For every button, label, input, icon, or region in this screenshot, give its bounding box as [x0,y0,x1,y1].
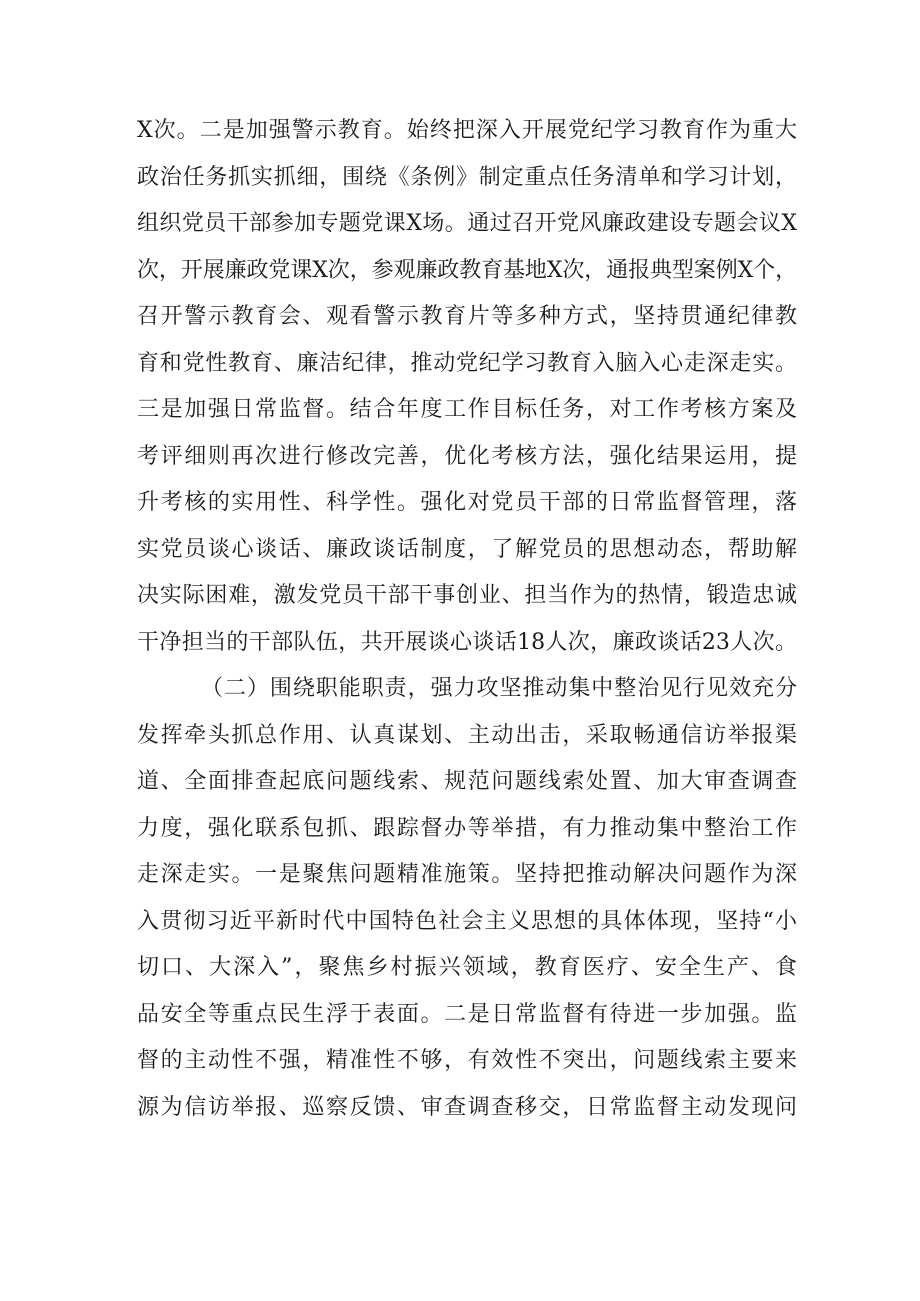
text-line: 升考核的实用性、科学性。强化对党员干部的日常监督管理，落 [137,490,797,515]
text-line: 道、全面排查起底问题线索、规范问题线索处置、加大审查调查 [137,769,797,794]
text-line: 品安全等重点民生浮于表面。二是日常监督有待进一步加强。监 [137,1001,797,1027]
text-line: 干净担当的干部队伍，共开展谈心谈话18人次，廉政谈话23人次。 [137,629,797,655]
text-line: （二）围绕职能职责，强力攻坚推动集中整治见行见效充分 [201,676,797,701]
text-line: 力度，强化联系包抓、跟踪督办等举措，有力推动集中整治工作 [137,815,797,841]
text-line: 切口、大深入”，聚焦乡村振兴领域，教育医疗、安全生产、食 [137,955,797,980]
text-line: 考评细则再次进行修改完善，优化考核方法，强化结果运用，提 [137,443,797,469]
text-line: 组织党员干部参加专题党课X场。通过召开党风廉政建设专题会议X [137,211,797,236]
text-line: 召开警示教育会、观看警示教育片等多种方式，坚持贯通纪律教 [137,304,797,329]
text-line: 决实际困难，激发党员干部干事创业、担当作为的热情，锻造忠诚 [137,583,797,608]
text-line: 发挥牵头抓总作用、认真谋划、主动出击，采取畅通信访举报渠 [137,722,797,748]
text-line: 走深走实。一是聚焦问题精准施策。坚持把推动解决问题作为深 [137,862,797,887]
document-body [137,108,797,1131]
text-line: 政治任务抓实抓细，围绕《条例》制定重点任务清单和学习计划， [137,164,797,190]
text-line: 实党员谈心谈话、廉政谈话制度，了解党员的思想动态，帮助解 [137,536,797,562]
text-line: 督的主动性不强，精准性不够，有效性不突出，问题线索主要来 [137,1048,797,1073]
text-line: 源为信访举报、巡察反馈、审查调查移交，日常监督主动发现问 [137,1094,797,1120]
text-line: 入贯彻习近平新时代中国特色社会主义思想的具体体现，坚持“小 [137,908,797,934]
text-line: 次，开展廉政党课X次，参观廉政教育基地X次，通报典型案例X个， [137,257,797,283]
text-line: 育和党性教育、廉洁纪律，推动党纪学习教育入脑入心走深走实。 [137,350,797,376]
text-line: X次。二是加强警示教育。始终把深入开展党纪学习教育作为重大 [137,118,797,143]
text-line: 三是加强日常监督。结合年度工作目标任务，对工作考核方案及 [137,397,797,422]
